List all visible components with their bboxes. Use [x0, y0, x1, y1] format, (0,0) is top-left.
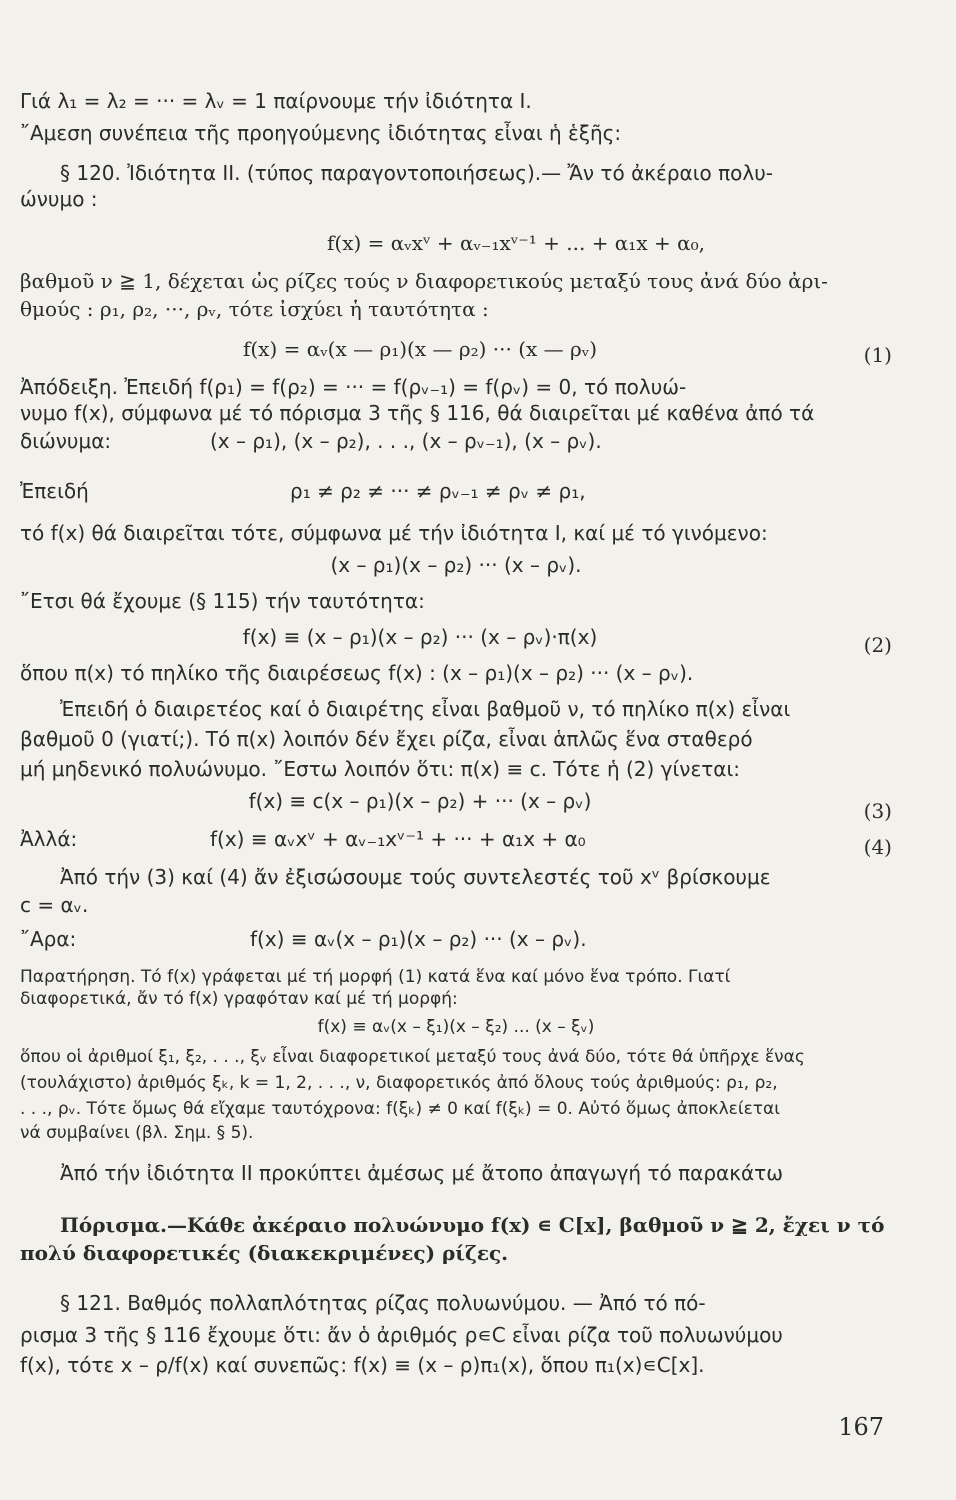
corollary-line: πολύ διαφορετικές (διακεκριμένες) ρίζες. [20, 1241, 509, 1265]
product-expression: (x – ρ₁)(x – ρ₂) ··· (x – ρᵥ). [330, 553, 582, 577]
text-line: Γιά λ₁ = λ₂ = ··· = λᵥ = 1 παίρνουμε τήν ἰδιότητα Ι. [20, 89, 532, 113]
remark-line: (τουλάχιστο) ἀριθμός ξₖ, k = 1, 2, . . ., ν, διαφορετικός ἀπό ὅλους τούς ἀριθμούς: ρ₁, ρ₂, [20, 1073, 778, 1093]
text-line: θμούς : ρ₁, ρ₂, ···, ρᵥ, τότε ἰσχύει ἡ ταυτότητα : [20, 297, 489, 321]
text-line: μή μηδενικό πολυώνυμο. ῎Εστω λοιπόν ὅτι: π(x) ≡ c. Τότε ἡ (2) γίνεται: [20, 757, 740, 781]
identity-equation: f(x) ≡ (x – ρ₁)(x – ρ₂) ··· (x – ρᵥ)·π(x) [242, 625, 598, 649]
inequality-line [20, 478, 892, 504]
remark-line: νά συμβαίνει (βλ. Σημ. § 5). [20, 1123, 254, 1143]
remark-line: . . ., ρᵥ. Τότε ὅμως θά εἴχαμε ταυτόχρονα: f(ξₖ) ≠ 0 καί f(ξₖ) = 0. Αὐτό ὅμως ἀποκλείεται [20, 1099, 780, 1119]
text-line: Ἀπό τήν (3) καί (4) ἄν ἐξισώσουμε τούς συντελεστές τοῦ xᵛ βρίσκουμε [60, 865, 771, 889]
binomials-list: (x – ρ₁), (x – ρ₂), . . ., (x – ρᵥ₋₁), (x – ρᵥ). [210, 429, 602, 453]
page-number: 167 [838, 1413, 884, 1441]
corollary-line: Πόρισμα.—Κάθε ἀκέραιο πολυώνυμο f(x) ∊ C[x], βαθμοῦ ν ≧ 2, ἔχει ν τό [60, 1213, 885, 1237]
factorization-equation: f(x) = αᵥ(x — ρ₁)(x — ρ₂) ··· (x — ρᵥ) [242, 337, 598, 361]
remark-line: Παρατήρηση. Τό f(x) γράφεται μέ τή μορφή (1) κατά ἕνα καί μόνο ἕνα τρόπο. Γιατί [20, 967, 731, 987]
label-alla: Ἀλλά: [20, 827, 78, 851]
text-line: c = αᵥ. [20, 893, 89, 917]
proof-line: Ἀπόδειξη. Ἐπειδή f(ρ₁) = f(ρ₂) = ··· = f(ρᵥ₋₁) = f(ρᵥ) = 0, τό πολυώ- [20, 375, 687, 399]
equation-number: (1) [863, 343, 892, 367]
text-line: ρισμα 3 τῆς § 116 ἔχουμε ὅτι: ἄν ὁ ἀριθμός ρ∊C εἶναι ρίζα τοῦ πολυωνύμου [20, 1323, 783, 1347]
text-line: ῎Ετσι θά ἔχουμε (§ 115) τήν ταυτότητα: [20, 589, 425, 613]
text-line: ὅπου π(x) τό πηλίκο τῆς διαιρέσεως f(x) : (x – ρ₁)(x – ρ₂) ··· (x – ρᵥ). [20, 661, 694, 685]
roots-inequality: ρ₁ ≠ ρ₂ ≠ ··· ≠ ρᵥ₋₁ ≠ ρᵥ ≠ ρ₁, [290, 479, 586, 503]
label-dionyma: διώνυμα: [20, 429, 112, 453]
section-120-heading: § 120. Ἰδιότητα II. (τύπος παραγοντοποιήσεως).— Ἄν τό ἀκέραιο πολυ- [60, 161, 773, 185]
text-line: νυμο f(x), σύμφωνα μέ τό πόρισμα 3 τῆς § 116, θά διαιρεῖται μέ καθένα ἀπό τά [20, 401, 815, 425]
remark-line: διαφορετικά, ἄν τό f(x) γραφόταν καί μέ τή μορφή: [20, 989, 458, 1009]
equation-3: f(x) ≡ c(x – ρ₁)(x – ρ₂) + ··· (x – ρᵥ) [248, 789, 592, 813]
conclusion-equation: f(x) ≡ αᵥ(x – ρ₁)(x – ρ₂) ··· (x – ρᵥ). [250, 927, 587, 951]
text-line: ώνυμο : [20, 187, 98, 211]
text-line: Ἀπό τήν ἰδιότητα II προκύπτει ἀμέσως μέ ἄτοπο ἀπαγωγή τό παρακάτω [60, 1161, 783, 1185]
section-121-heading: § 121. Βαθμός πολλαπλότητας ρίζας πολυωνύμου. — Ἀπό τό πό- [60, 1291, 706, 1315]
polynomial-equation: f(x) = αᵥxᵛ + αᵥ₋₁xᵛ⁻¹ + ... + α₁x + α₀, [327, 231, 705, 255]
text-line: f(x), τότε x – ρ/f(x) καί συνεπῶς: f(x) ≡ (x – ρ)π₁(x), ὅπου π₁(x)∊C[x]. [20, 1353, 705, 1377]
equation-number: (4) [863, 835, 892, 859]
binomials-line [20, 428, 892, 454]
text-line: βαθμοῦ ν ≧ 1, δέχεται ὡς ρίζες τούς ν διαφορετικούς μεταξύ τους ἀνά δύο ἀρι- [20, 269, 828, 293]
equation-number: (2) [863, 633, 892, 657]
text-line: τό f(x) θά διαιρεῖται τότε, σύμφωνα μέ τήν ἰδιότητα I, καί μέ τό γινόμενο: [20, 521, 768, 545]
conclusion-line [20, 926, 892, 952]
label-epeidi: Ἐπειδή [20, 479, 89, 503]
text-line: ῎Αμεση συνέπεια τῆς προηγούμενης ἰδιότητας εἶναι ἡ ἑξῆς: [20, 121, 622, 145]
equation-4-line [20, 826, 892, 852]
text-line: Ἐπειδή ὁ διαιρετέος καί ὁ διαιρέτης εἶναι βαθμοῦ ν, τό πηλίκο π(x) εἶναι [60, 697, 791, 721]
remark-line: ὅπου οἱ ἀριθμοί ξ₁, ξ₂, . . ., ξᵥ εἶναι διαφορετικοί μεταξύ τους ἀνά δύο, τότε θά ὑπῆρχε ἕνας [20, 1047, 805, 1067]
text-line: βαθμοῦ 0 (γιατί;). Τό π(x) λοιπόν δέν ἔχει ρίζα, εἶναι ἁπλῶς ἕνα σταθερό [20, 727, 753, 751]
equation-4: f(x) ≡ αᵥxᵛ + αᵥ₋₁xᵛ⁻¹ + ··· + α₁x + α₀ [210, 827, 586, 851]
equation-number: (3) [863, 799, 892, 823]
label-ara: ῎Αρα: [20, 927, 77, 951]
remark-equation: f(x) ≡ αᵥ(x – ξ₁)(x – ξ₂) ... (x – ξᵥ) [317, 1017, 595, 1037]
